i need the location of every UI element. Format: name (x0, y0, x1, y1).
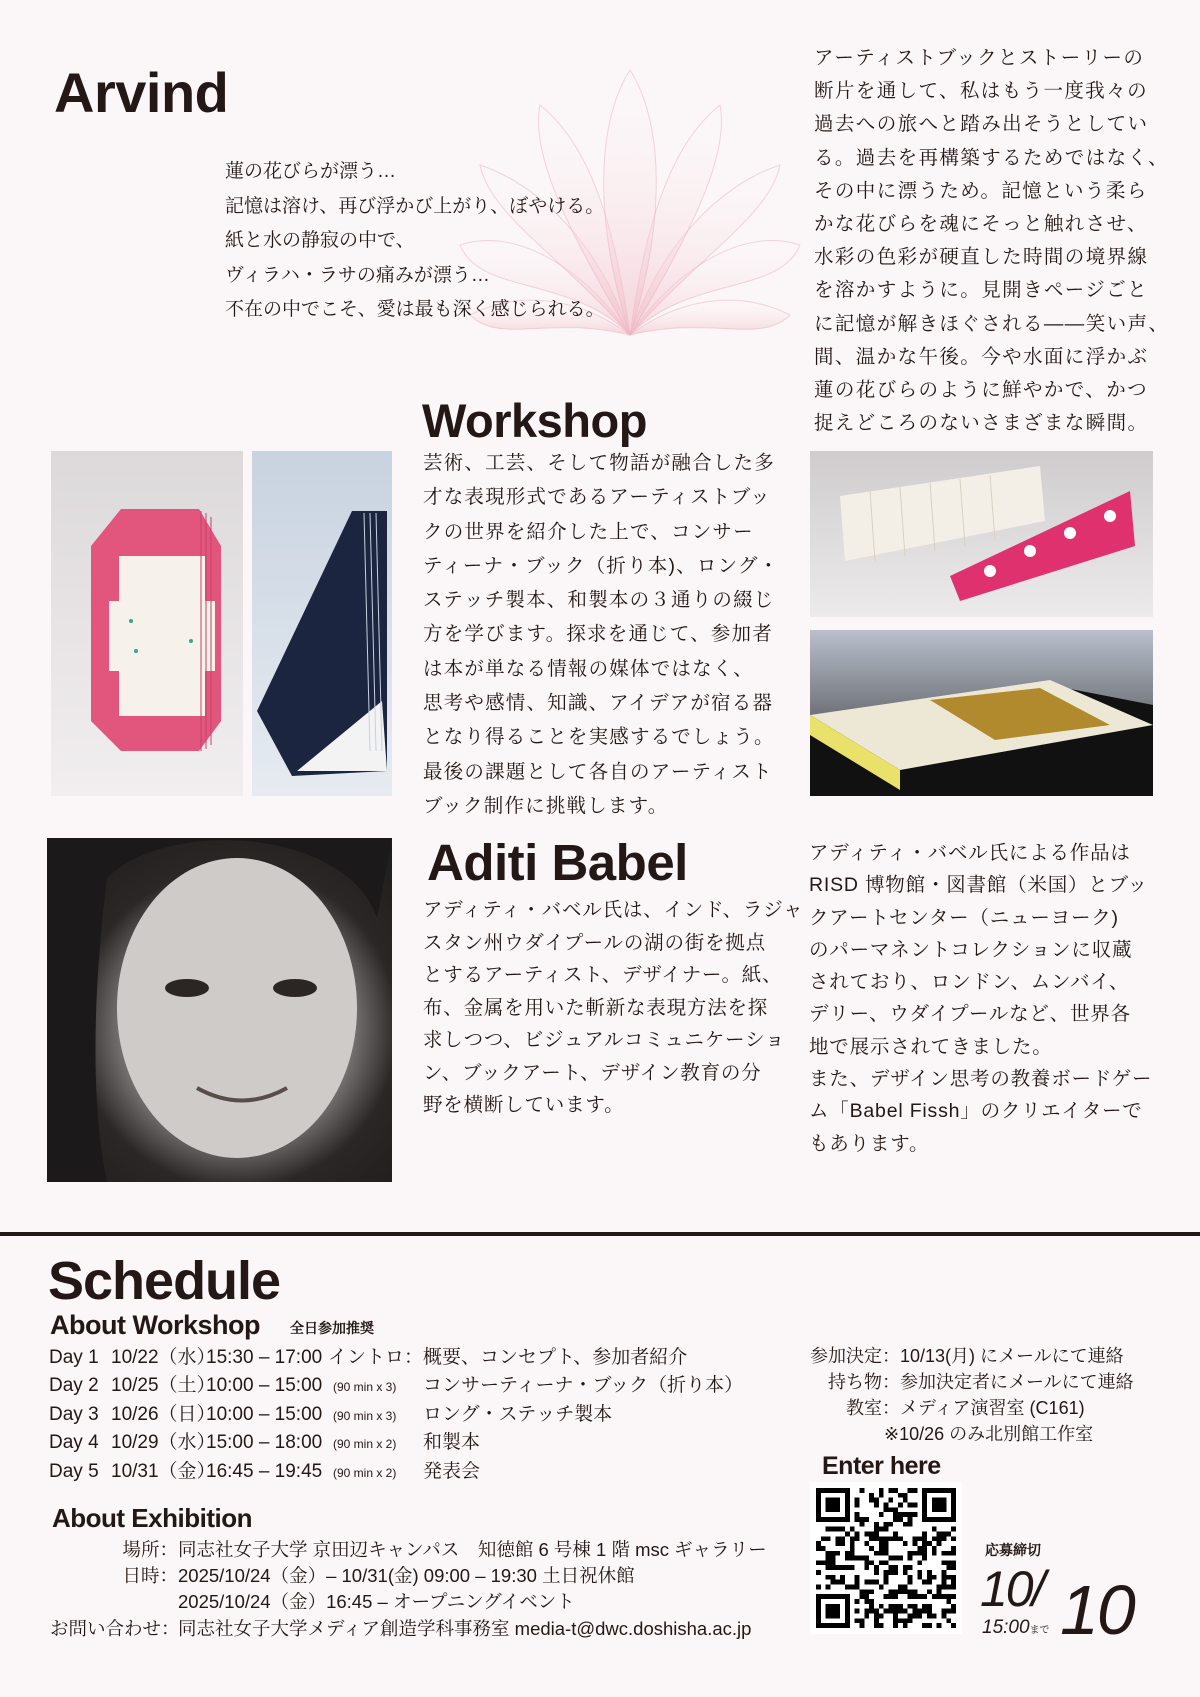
day-content: 和製本 (423, 1432, 481, 1453)
info-note: ※10/26 のみ北別館工作室 (884, 1424, 1094, 1444)
bio-line: 野を横断しています。 (423, 1094, 625, 1116)
day-date: 10/22（水） (111, 1347, 216, 1368)
exhibition-value: 同志社女子大学 京田辺キャンパス 知徳館 6 号棟 1 階 msc ギャラリー (178, 1539, 767, 1560)
day-time: 15:00 – 18:00 (206, 1432, 323, 1453)
day-sessions: (90 min x 2) (333, 1437, 397, 1451)
info-row (800, 1368, 1134, 1394)
info-label: 参加決定： (810, 1346, 900, 1366)
day-sessions: (90 min x 3) (333, 1380, 397, 1394)
schedule-row (49, 1456, 480, 1483)
workshop-line: 最後の課題として各自のアーティスト (423, 760, 773, 783)
works-line: クアートセンター（ニューヨーク) (809, 906, 1119, 929)
exhibition-row (50, 1588, 575, 1614)
photo-navy-book (252, 451, 392, 796)
exhibition-label: 日時： (122, 1565, 178, 1586)
bio-line: アディティ・バベル氏は、インド、ラジャ (423, 899, 804, 921)
bio-line: ン、ブックアート、デザイン教育の分 (423, 1061, 762, 1084)
description-line: アーティストブックとストーリーの (814, 47, 1145, 69)
workshop-line: ブック制作に挑戦します。 (423, 794, 669, 817)
artist-works (809, 837, 1152, 1160)
bio-line: 求しつつ、ビジュアルコミュニケーショ (423, 1029, 786, 1051)
info-value: メディア演習室 (C161) (900, 1398, 1085, 1418)
schedule-title: Schedule (48, 1251, 281, 1311)
artist-bio (423, 894, 803, 1122)
bio-line: スタン州ウダイプールの湖の街を拠点 (423, 931, 766, 954)
workshop-line: 芸術、工芸、そして物語が融合した多 (423, 452, 775, 474)
day-label: Day 1 (49, 1347, 99, 1368)
photo-japanese-binding-book (810, 630, 1153, 796)
poem-line: 紙と水の静寂の中で、 (225, 230, 415, 251)
poem-line: ヴィラハ・ラサの痛みが漂う… (225, 264, 490, 286)
exhibition-value: 同志社女子大学メディア創造学科事務室 media-t@dwc.doshisha.ac.jp (178, 1618, 752, 1639)
day-content: コンサーティーナ・ブック（折り本） (423, 1375, 744, 1396)
exhibition-row (50, 1615, 751, 1641)
info-row (800, 1342, 1124, 1368)
artist-portrait (47, 838, 392, 1182)
info-value: 10/13(月) にメールにて連絡 (900, 1346, 1124, 1366)
day-time: 16:45 – 19:45 (206, 1461, 323, 1482)
bio-line: 布、金属を用いた斬新な表現方法を探 (423, 996, 769, 1019)
works-line: 地で展示されてきました。 (809, 1035, 1053, 1058)
info-label: 教室： (846, 1398, 900, 1418)
deadline-time-value: 15:00 (982, 1617, 1030, 1638)
description-line: を溶かすように。見開きページごと (814, 279, 1149, 302)
arvind-poem (225, 155, 605, 328)
workshop-line: ステッチ製本、和製本の３通りの綴じ (423, 589, 775, 612)
description-line: る。過去を再構築するためではなく、 (814, 146, 1169, 169)
entry-qr-code[interactable] (810, 1482, 962, 1634)
day-label: Day 4 (49, 1432, 99, 1453)
deadline-time (982, 1617, 1050, 1639)
photo-concertina-book (810, 451, 1153, 617)
deadline-label: 応募締切 (985, 1542, 1041, 1558)
works-line: デリー、ウダイプールなど、世界各 (809, 1003, 1131, 1026)
workshop-line: となり得ることを実感するでしょう。 (423, 726, 775, 749)
workshop-schedule-heading: About Workshop (50, 1310, 260, 1340)
works-line: また、デザイン思考の教養ボードゲー (809, 1068, 1153, 1091)
exhibition-value: 2025/10/24（金）– 10/31(金) 09:00 – 19:30 土日祝休館 (178, 1565, 635, 1586)
schedule-row (49, 1399, 612, 1426)
bio-line: とするアーティスト、デザイナー。紙、 (423, 964, 783, 986)
day-sessions: (90 min x 2) (333, 1466, 397, 1480)
poem-line: 不在の中でこそ、愛は最も深く感じられる。 (225, 299, 605, 320)
workshop-line: ティーナ・ブック（折り本)、ロング・ (423, 554, 780, 577)
info-value: 参加決定者にメールにて連絡 (900, 1372, 1134, 1392)
exhibition-heading: About Exhibition (52, 1503, 252, 1533)
exhibition-row (50, 1536, 767, 1562)
workshop-line: は本が単なる情報の媒体ではなく、 (423, 657, 754, 680)
workshop-title: Workshop (422, 394, 647, 447)
arvind-description (814, 42, 1169, 440)
description-line: に記憶が解きほぐされる——笑い声、 (814, 312, 1170, 335)
enter-here-label: Enter here (822, 1452, 941, 1480)
info-row (800, 1394, 1085, 1420)
photo-pink-book (51, 451, 243, 796)
arvind-title: Arvind (54, 61, 229, 124)
works-line: のパーマネントコレクションに収蔵 (809, 938, 1133, 961)
exhibition-label: 場所： (122, 1539, 178, 1560)
day-date: 10/29（水） (111, 1432, 216, 1453)
works-line: ム「Babel Fissh」のクリエイターで (809, 1100, 1143, 1123)
schedule-row (49, 1427, 480, 1454)
section-divider (0, 1232, 1200, 1236)
info-label: 持ち物： (828, 1372, 900, 1392)
day-time: 10:00 – 15:00 (206, 1375, 323, 1396)
description-line: 過去への旅へと踏み出そうとしてい (814, 113, 1149, 136)
works-line: RISD 博物館・図書館（米国）とブッ (809, 874, 1148, 897)
description-line: 間、温かな午後。今や水面に浮かぶ (814, 345, 1149, 368)
day-content: ロング・ステッチ製本 (423, 1404, 613, 1425)
deadline-time-suffix: まで (1029, 1625, 1050, 1636)
artist-name: Aditi Babel (427, 834, 688, 891)
description-line: 断片を通して、私はもう一度我々の (814, 80, 1149, 103)
day-sessions: (90 min x 3) (333, 1409, 397, 1423)
schedule-row (49, 1342, 687, 1369)
works-line: もあります。 (809, 1132, 930, 1155)
day-date: 10/26（日） (111, 1404, 216, 1425)
workshop-line: 方を学びます。探求を通じて、参加者 (423, 623, 773, 646)
description-line: その中に漂うため。記憶という柔ら (814, 179, 1148, 202)
day-label: Day 3 (49, 1404, 99, 1425)
day-content: イントロ：概要、コンセプト、参加者紹介 (328, 1347, 688, 1368)
exhibition-row (50, 1562, 635, 1588)
day-content: 発表会 (423, 1461, 481, 1482)
poem-line: 記憶は溶け、再び浮かび上がり、ぼやける。 (225, 195, 605, 217)
workshop-body (423, 446, 779, 823)
poem-line: 蓮の花びらが漂う… (225, 161, 397, 182)
description-line: かな花びらを魂にそっと触れさせ、 (814, 213, 1148, 236)
day-label: Day 2 (49, 1375, 99, 1396)
description-line: 蓮の花びらのように鮮やかで、かつ (814, 379, 1149, 402)
day-time: 10:00 – 15:00 (206, 1404, 323, 1425)
day-date: 10/25（土） (111, 1375, 216, 1396)
day-time: 15:30 – 17:00 (206, 1347, 323, 1368)
description-line: 水彩の色彩が硬直した時間の境界線 (814, 246, 1149, 269)
workshop-schedule-note: 全日参加推奨 (290, 1320, 374, 1336)
day-date: 10/31（金） (111, 1461, 216, 1482)
deadline-day: 10 (1060, 1571, 1134, 1649)
deadline-month: 10/ (980, 1561, 1044, 1617)
workshop-line: 思考や感情、知識、アイデアが宿る器 (423, 692, 774, 715)
exhibition-value: 2025/10/24（金）16:45 – オープニングイベント (178, 1591, 575, 1612)
description-line: 捉えどころのないさまざまな瞬間。 (814, 412, 1149, 435)
schedule-row (49, 1370, 743, 1397)
day-label: Day 5 (49, 1461, 99, 1482)
exhibition-label: お問い合わせ： (50, 1618, 180, 1639)
works-line: されており、ロンドン、ムンバイ、 (809, 971, 1130, 994)
workshop-line: 才な表現形式であるアーティストブッ (423, 486, 771, 509)
works-line: アディティ・バベル氏による作品は (809, 842, 1131, 864)
workshop-line: クの世界を紹介した上で、コンサー (423, 520, 754, 543)
